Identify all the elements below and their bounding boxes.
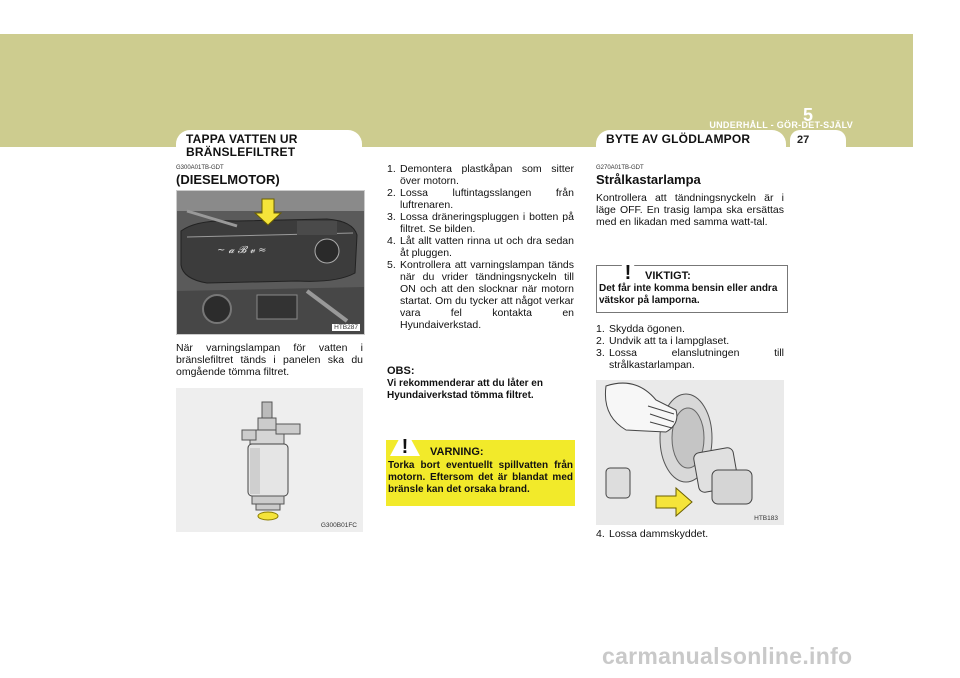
section-code-right: G270A01TB-GDT bbox=[596, 165, 644, 171]
section-tab-right bbox=[596, 130, 786, 152]
section-code-left: G300A01TB-GDT bbox=[176, 165, 224, 171]
step-item: 3. Lossa dräneringspluggen i botten på filtret. Se bilden. bbox=[387, 211, 574, 235]
step-item: 1. Demontera plastkåpan som sitter över motorn. bbox=[387, 163, 574, 187]
step-item: 3. Lossa elanslutningen till strålkastarlampan. bbox=[596, 347, 784, 371]
fuel-filter-diagram bbox=[176, 388, 363, 532]
steps-middle bbox=[387, 163, 574, 331]
svg-text:~ 𝓪 𝓑 𝓿 ≈: ~ 𝓪 𝓑 𝓿 ≈ bbox=[217, 245, 267, 256]
warning-title: VARNING: bbox=[430, 446, 484, 458]
svg-text:!: ! bbox=[401, 436, 409, 458]
warning-text: Torka bort eventuellt spillvatten från motorn. Eftersom det är blandat med bränsle kan det orsaka brand. bbox=[388, 460, 573, 495]
caution-icon bbox=[611, 252, 645, 284]
page-number: 27 bbox=[797, 134, 810, 146]
engine-photo bbox=[176, 190, 365, 335]
step-4-right bbox=[596, 528, 784, 540]
fuel-filter-illustration bbox=[176, 388, 363, 532]
engine-photo-illustration bbox=[177, 191, 364, 334]
step-item: 4. Låt allt vatten rinna ut och dra sedan åt pluggen. bbox=[387, 235, 574, 259]
chapter-number: 5 bbox=[802, 105, 813, 125]
section-title-left: TAPPA VATTEN UR BRÄNSLEFILTRET bbox=[186, 132, 298, 159]
steps-right bbox=[596, 323, 784, 371]
warning-box bbox=[386, 436, 575, 506]
caution-box bbox=[596, 262, 788, 313]
subheading-right: Strålkastarlampa bbox=[596, 172, 701, 187]
body-right: Kontrollera att tändningsnyckeln är i läge OFF. En trasig lampa ska ersättas med en likadan med samma watt-tal. bbox=[596, 192, 784, 228]
step-item: 5. Kontrollera att varningslampan tänds när du vrider tändningsnyckeln till ON och att den slocknar när motorn startat. Om du tycker att något verkar vara fel kontakta en Hyundaiverkstad. bbox=[387, 259, 574, 331]
caution-title: VIKTIGT: bbox=[645, 270, 691, 282]
diagram-code-left: G300B01FC bbox=[320, 522, 357, 529]
step-item: 2. Undvik att ta i lampglaset. bbox=[596, 335, 730, 347]
obs-title: OBS: bbox=[387, 365, 415, 377]
step-item: 4. Lossa dammskyddet. bbox=[596, 528, 709, 540]
step-item: 1. Skydda ögonen. bbox=[596, 323, 685, 335]
obs-text: Vi rekommenderar att du låter en Hyundaiverkstad tömma filtret. bbox=[387, 378, 543, 401]
svg-text:!: ! bbox=[624, 262, 632, 284]
photo-code-left: HTB287 bbox=[334, 324, 358, 331]
warning-icon bbox=[388, 426, 422, 458]
section-tab-left bbox=[176, 130, 362, 160]
chapter-title: UNDERHÅLL - GÖR-DET-SJÄLV bbox=[709, 120, 853, 130]
photo-code-right: HTB183 bbox=[754, 515, 778, 522]
section-title-right: BYTE AV GLÖDLAMPOR bbox=[606, 132, 751, 146]
subheading-left: (DIESELMOTOR) bbox=[176, 172, 280, 187]
watermark: carmanualsonline.info bbox=[602, 643, 853, 669]
headlamp-diagram bbox=[596, 380, 784, 525]
body-left: När varningslampan för vatten i bränslefiltret tänds i panelen ska du omgående tömma filtret. bbox=[176, 342, 363, 378]
step-item: 2. Lossa luftintagsslangen från luftrenaren. bbox=[387, 187, 574, 211]
headlamp-illustration bbox=[596, 380, 784, 525]
caution-text: Det får inte komma bensin eller andra vätskor på lamporna. bbox=[599, 283, 778, 306]
